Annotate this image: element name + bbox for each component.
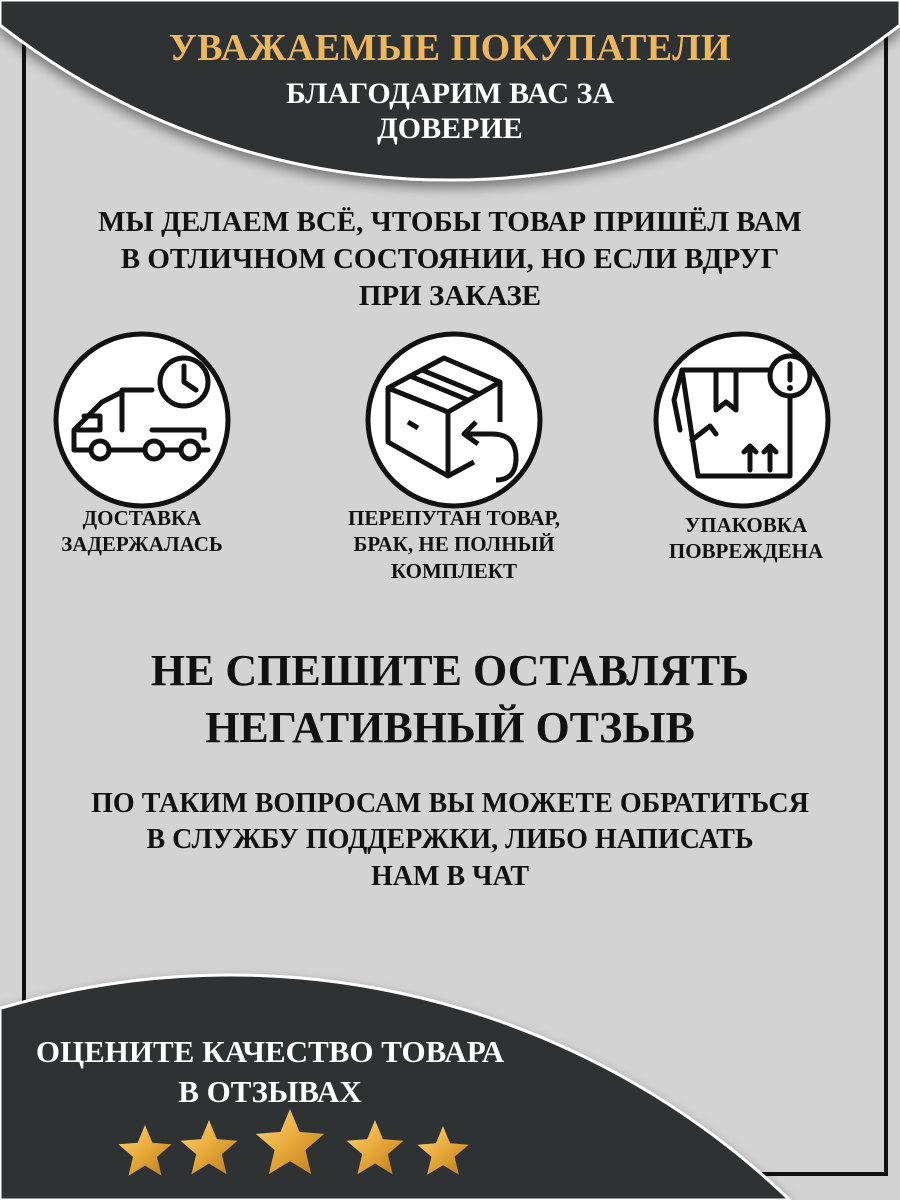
help-line: НАМ В ЧАТ — [370, 860, 530, 892]
warning-heading — [0, 642, 900, 756]
caption-line: ЗАДЕРЖАЛАСЬ — [61, 532, 223, 557]
intro-line: МЫ ДЕЛАЕМ ВСЁ, ЧТОБЫ ТОВАР ПРИШЁЛ ВАМ — [97, 206, 802, 238]
warning-line: НЕ СПЕШИТЕ ОСТАВЛЯТЬ — [150, 646, 750, 695]
caption-line: ПЕРЕПУТАН ТОВАР, — [348, 506, 560, 530]
box-return-icon — [364, 330, 544, 510]
caption-line: БРАК, НЕ ПОЛНЫЙ — [353, 532, 555, 557]
header-title: УВАЖАЕМЫЕ ПОКУПАТЕЛИ — [168, 27, 732, 69]
warning-line: НЕГАТИВНЫЙ ОТЗЫВ — [205, 703, 695, 753]
damaged-package-icon — [652, 330, 832, 510]
caption-line: ДОСТАВКА — [82, 506, 202, 530]
help-line: ПО ТАКИМ ВОПРОСАМ ВЫ МОЖЕТЕ ОБРАТИТЬСЯ — [91, 788, 809, 819]
header-subtitle — [0, 76, 900, 147]
support-text — [0, 786, 900, 895]
issue-caption-packaging — [616, 512, 876, 565]
help-line: В СЛУЖБУ ПОДДЕРЖКИ, ЛИБО НАПИСАТЬ — [146, 824, 754, 856]
subtitle-line: ДОВЕРИЕ — [377, 112, 523, 146]
issue-caption-delivery — [12, 505, 272, 558]
intro-line: ПРИ ЗАКАЗЕ — [358, 279, 542, 312]
rating-line: ОЦЕНИТЕ КАЧЕСТВО ТОВАРА — [35, 1034, 505, 1069]
caption-line: ПОВРЕЖДЕНА — [668, 539, 824, 564]
issue-caption-wrong-item — [324, 505, 584, 584]
intro-line: В ОТЛИЧНОМ СОСТОЯНИИ, НО ЕСЛИ ВДРУГ — [120, 242, 780, 275]
caption-line: КОМПЛЕКТ — [390, 558, 518, 583]
rating-call-to-action — [0, 1032, 540, 1113]
delivery-truck-clock-icon — [52, 330, 232, 510]
subtitle-line: БЛАГОДАРИМ ВАС ЗА — [285, 77, 615, 110]
intro-text — [0, 204, 900, 314]
rating-line: В ОТЗЫВАХ — [178, 1074, 362, 1110]
caption-line: УПАКОВКА — [684, 513, 808, 537]
